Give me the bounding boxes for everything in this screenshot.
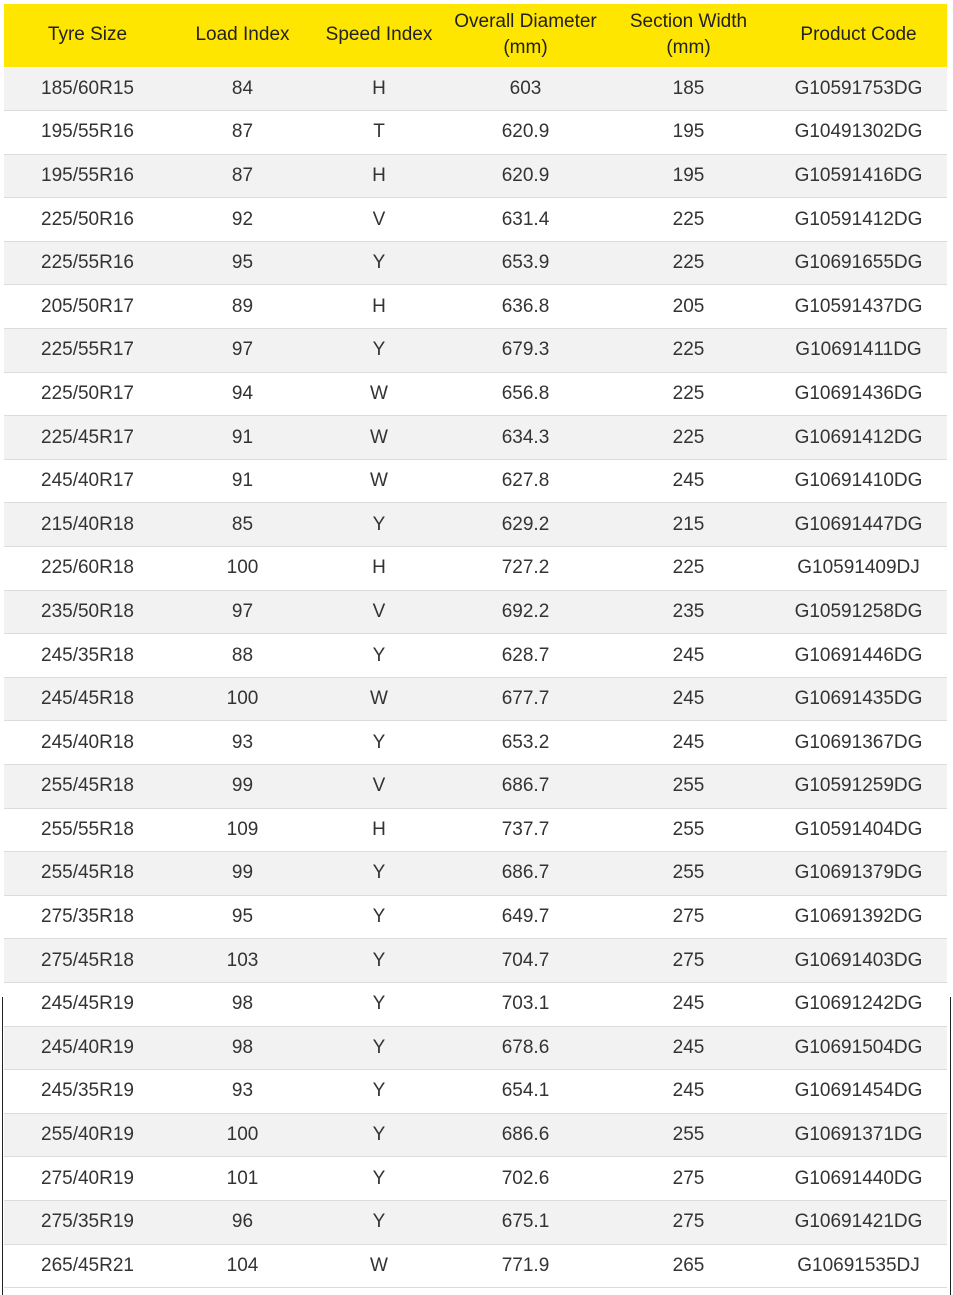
table-row (4, 67, 947, 111)
speed-index-cell: H (314, 808, 444, 852)
load-index-cell: 98 (171, 1026, 314, 1070)
load-index-cell: 87 (171, 154, 314, 198)
product-code-cell: G10691535DJ (770, 1244, 947, 1288)
product-code-header: Product Code (770, 4, 947, 67)
load-index-header: Load Index (171, 4, 314, 67)
speed-index-cell: W (314, 372, 444, 416)
section-width-cell: 195 (607, 154, 770, 198)
product-code-cell: G10691410DG (770, 459, 947, 503)
table-row (4, 1200, 947, 1244)
section-width-cell: 195 (607, 111, 770, 155)
tyre-size-cell: 245/35R19 (4, 1070, 171, 1114)
load-index-cell: 85 (171, 503, 314, 547)
section-width-cell: 215 (607, 503, 770, 547)
speed-index-cell: T (314, 111, 444, 155)
table-row (4, 852, 947, 896)
overall-diameter-cell: 628.7 (444, 634, 607, 678)
product-code-cell: G10691435DG (770, 677, 947, 721)
speed-index-cell: H (314, 67, 444, 111)
section-width-cell: 225 (607, 198, 770, 242)
load-index-cell: 95 (171, 241, 314, 285)
right-edge-line (950, 997, 951, 1295)
overall-diameter-cell: 620.9 (444, 154, 607, 198)
load-index-cell: 91 (171, 416, 314, 460)
speed-index-cell: Y (314, 939, 444, 983)
product-code-cell: G10691421DG (770, 1200, 947, 1244)
tyre-size-header: Tyre Size (4, 4, 171, 67)
tyre-size-cell: 225/45R17 (4, 416, 171, 460)
load-index-cell: 101 (171, 1157, 314, 1201)
load-index-cell: 99 (171, 852, 314, 896)
section-width-cell: 225 (607, 372, 770, 416)
tyre-size-cell: 225/55R17 (4, 329, 171, 373)
load-index-cell: 109 (171, 808, 314, 852)
table-body (4, 67, 947, 1288)
table-row (4, 1113, 947, 1157)
overall-diameter-cell: 653.9 (444, 241, 607, 285)
speed-index-cell: Y (314, 1200, 444, 1244)
product-code-cell: G10691454DG (770, 1070, 947, 1114)
tyre-spec-table (4, 4, 947, 1288)
tyre-size-cell: 195/55R16 (4, 154, 171, 198)
section-width-cell: 225 (607, 241, 770, 285)
tyre-size-cell: 275/35R19 (4, 1200, 171, 1244)
overall-diameter-cell: 603 (444, 67, 607, 111)
load-index-cell: 95 (171, 895, 314, 939)
table-header (4, 4, 947, 67)
product-code-cell: G10691379DG (770, 852, 947, 896)
load-index-cell: 87 (171, 111, 314, 155)
overall-diameter-cell: 620.9 (444, 111, 607, 155)
product-code-cell: G10591409DJ (770, 547, 947, 591)
section-width-cell: 255 (607, 765, 770, 809)
section-width-cell: 275 (607, 895, 770, 939)
load-index-cell: 103 (171, 939, 314, 983)
product-code-cell: G10591259DG (770, 765, 947, 809)
speed-index-cell: Y (314, 895, 444, 939)
section-width-cell: 275 (607, 1200, 770, 1244)
section-width-cell: 265 (607, 1244, 770, 1288)
product-code-cell: G10691440DG (770, 1157, 947, 1201)
product-code-cell: G10591412DG (770, 198, 947, 242)
load-index-cell: 93 (171, 721, 314, 765)
load-index-cell: 92 (171, 198, 314, 242)
section-width-cell: 245 (607, 634, 770, 678)
overall-diameter-cell: 704.7 (444, 939, 607, 983)
table-row (4, 154, 947, 198)
tyre-size-cell: 245/45R19 (4, 982, 171, 1026)
overall-diameter-header: Overall Diameter (mm) (444, 4, 607, 67)
section-width-cell: 255 (607, 808, 770, 852)
speed-index-cell: Y (314, 982, 444, 1026)
speed-index-cell: Y (314, 852, 444, 896)
speed-index-cell: H (314, 154, 444, 198)
tyre-size-cell: 245/40R17 (4, 459, 171, 503)
table-row (4, 677, 947, 721)
product-code-cell: G10691411DG (770, 329, 947, 373)
overall-diameter-cell: 702.6 (444, 1157, 607, 1201)
product-code-cell: G10691403DG (770, 939, 947, 983)
overall-diameter-cell: 636.8 (444, 285, 607, 329)
table-row (4, 1070, 947, 1114)
load-index-cell: 97 (171, 329, 314, 373)
section-width-cell: 245 (607, 1026, 770, 1070)
table-row (4, 765, 947, 809)
table-row (4, 590, 947, 634)
product-code-cell: G10591258DG (770, 590, 947, 634)
tyre-size-cell: 245/45R18 (4, 677, 171, 721)
tyre-size-cell: 195/55R16 (4, 111, 171, 155)
section-width-cell: 275 (607, 1157, 770, 1201)
section-width-cell: 205 (607, 285, 770, 329)
overall-diameter-cell: 656.8 (444, 372, 607, 416)
table-row (4, 939, 947, 983)
speed-index-cell: V (314, 198, 444, 242)
overall-diameter-cell: 703.1 (444, 982, 607, 1026)
tyre-size-cell: 245/40R18 (4, 721, 171, 765)
load-index-cell: 96 (171, 1200, 314, 1244)
section-width-cell: 225 (607, 329, 770, 373)
speed-index-cell: Y (314, 1157, 444, 1201)
speed-index-cell: Y (314, 329, 444, 373)
load-index-cell: 88 (171, 634, 314, 678)
load-index-cell: 104 (171, 1244, 314, 1288)
speed-index-cell: Y (314, 1026, 444, 1070)
speed-index-cell: Y (314, 721, 444, 765)
section-width-cell: 245 (607, 1070, 770, 1114)
speed-index-cell: H (314, 547, 444, 591)
table-row (4, 895, 947, 939)
load-index-cell: 100 (171, 1113, 314, 1157)
table-row (4, 416, 947, 460)
tyre-size-cell: 265/45R21 (4, 1244, 171, 1288)
tyre-size-cell: 275/35R18 (4, 895, 171, 939)
product-code-cell: G10691242DG (770, 982, 947, 1026)
tyre-size-cell: 225/50R17 (4, 372, 171, 416)
load-index-cell: 97 (171, 590, 314, 634)
tyre-size-cell: 205/50R17 (4, 285, 171, 329)
overall-diameter-cell: 629.2 (444, 503, 607, 547)
section-width-cell: 245 (607, 721, 770, 765)
speed-index-header: Speed Index (314, 4, 444, 67)
table-row (4, 459, 947, 503)
load-index-cell: 99 (171, 765, 314, 809)
overall-diameter-cell: 649.7 (444, 895, 607, 939)
overall-diameter-cell: 653.2 (444, 721, 607, 765)
section-width-cell: 275 (607, 939, 770, 983)
product-code-cell: G10491302DG (770, 111, 947, 155)
table-row (4, 547, 947, 591)
table-row (4, 634, 947, 678)
product-code-cell: G10591404DG (770, 808, 947, 852)
overall-diameter-cell: 679.3 (444, 329, 607, 373)
product-code-cell: G10591437DG (770, 285, 947, 329)
load-index-cell: 89 (171, 285, 314, 329)
tyre-size-cell: 245/40R19 (4, 1026, 171, 1070)
tyre-size-cell: 185/60R15 (4, 67, 171, 111)
tyre-size-cell: 275/40R19 (4, 1157, 171, 1201)
speed-index-cell: V (314, 590, 444, 634)
overall-diameter-cell: 692.2 (444, 590, 607, 634)
load-index-cell: 100 (171, 677, 314, 721)
left-edge-line (2, 997, 3, 1295)
table-row (4, 241, 947, 285)
table-row (4, 111, 947, 155)
table-row (4, 372, 947, 416)
tyre-size-cell: 255/55R18 (4, 808, 171, 852)
tyre-size-cell: 255/40R19 (4, 1113, 171, 1157)
table-row (4, 285, 947, 329)
section-width-cell: 225 (607, 416, 770, 460)
table-row (4, 198, 947, 242)
header-row (4, 4, 947, 67)
speed-index-cell: Y (314, 1113, 444, 1157)
tyre-spec-table-container (4, 4, 947, 1288)
product-code-cell: G10691655DG (770, 241, 947, 285)
speed-index-cell: V (314, 765, 444, 809)
speed-index-cell: W (314, 677, 444, 721)
load-index-cell: 93 (171, 1070, 314, 1114)
tyre-size-cell: 225/50R16 (4, 198, 171, 242)
product-code-cell: G10691412DG (770, 416, 947, 460)
product-code-cell: G10691446DG (770, 634, 947, 678)
tyre-size-cell: 255/45R18 (4, 852, 171, 896)
section-width-cell: 225 (607, 547, 770, 591)
overall-diameter-cell: 686.7 (444, 765, 607, 809)
tyre-size-cell: 245/35R18 (4, 634, 171, 678)
overall-diameter-cell: 727.2 (444, 547, 607, 591)
load-index-cell: 84 (171, 67, 314, 111)
product-code-cell: G10691436DG (770, 372, 947, 416)
speed-index-cell: W (314, 416, 444, 460)
table-row (4, 329, 947, 373)
overall-diameter-cell: 675.1 (444, 1200, 607, 1244)
speed-index-cell: Y (314, 1070, 444, 1114)
speed-index-cell: W (314, 1244, 444, 1288)
tyre-size-cell: 255/45R18 (4, 765, 171, 809)
section-width-cell: 245 (607, 459, 770, 503)
section-width-header: Section Width (mm) (607, 4, 770, 67)
load-index-cell: 100 (171, 547, 314, 591)
product-code-cell: G10691447DG (770, 503, 947, 547)
overall-diameter-cell: 686.7 (444, 852, 607, 896)
speed-index-cell: Y (314, 634, 444, 678)
table-row (4, 982, 947, 1026)
product-code-cell: G10691392DG (770, 895, 947, 939)
load-index-cell: 98 (171, 982, 314, 1026)
overall-diameter-cell: 677.7 (444, 677, 607, 721)
table-row (4, 1157, 947, 1201)
section-width-cell: 245 (607, 677, 770, 721)
tyre-size-cell: 235/50R18 (4, 590, 171, 634)
overall-diameter-cell: 627.8 (444, 459, 607, 503)
overall-diameter-cell: 771.9 (444, 1244, 607, 1288)
speed-index-cell: Y (314, 241, 444, 285)
section-width-cell: 245 (607, 982, 770, 1026)
speed-index-cell: W (314, 459, 444, 503)
overall-diameter-cell: 678.6 (444, 1026, 607, 1070)
tyre-size-cell: 225/55R16 (4, 241, 171, 285)
table-row (4, 503, 947, 547)
load-index-cell: 91 (171, 459, 314, 503)
product-code-cell: G10691504DG (770, 1026, 947, 1070)
table-row (4, 808, 947, 852)
tyre-size-cell: 215/40R18 (4, 503, 171, 547)
overall-diameter-cell: 686.6 (444, 1113, 607, 1157)
product-code-cell: G10691367DG (770, 721, 947, 765)
product-code-cell: G10691371DG (770, 1113, 947, 1157)
load-index-cell: 94 (171, 372, 314, 416)
overall-diameter-cell: 654.1 (444, 1070, 607, 1114)
tyre-size-cell: 275/45R18 (4, 939, 171, 983)
section-width-cell: 235 (607, 590, 770, 634)
product-code-cell: G10591416DG (770, 154, 947, 198)
overall-diameter-cell: 631.4 (444, 198, 607, 242)
speed-index-cell: Y (314, 503, 444, 547)
table-row (4, 721, 947, 765)
tyre-size-cell: 225/60R18 (4, 547, 171, 591)
speed-index-cell: H (314, 285, 444, 329)
section-width-cell: 255 (607, 1113, 770, 1157)
overall-diameter-cell: 737.7 (444, 808, 607, 852)
section-width-cell: 255 (607, 852, 770, 896)
table-row (4, 1244, 947, 1288)
table-row (4, 1026, 947, 1070)
product-code-cell: G10591753DG (770, 67, 947, 111)
section-width-cell: 185 (607, 67, 770, 111)
overall-diameter-cell: 634.3 (444, 416, 607, 460)
